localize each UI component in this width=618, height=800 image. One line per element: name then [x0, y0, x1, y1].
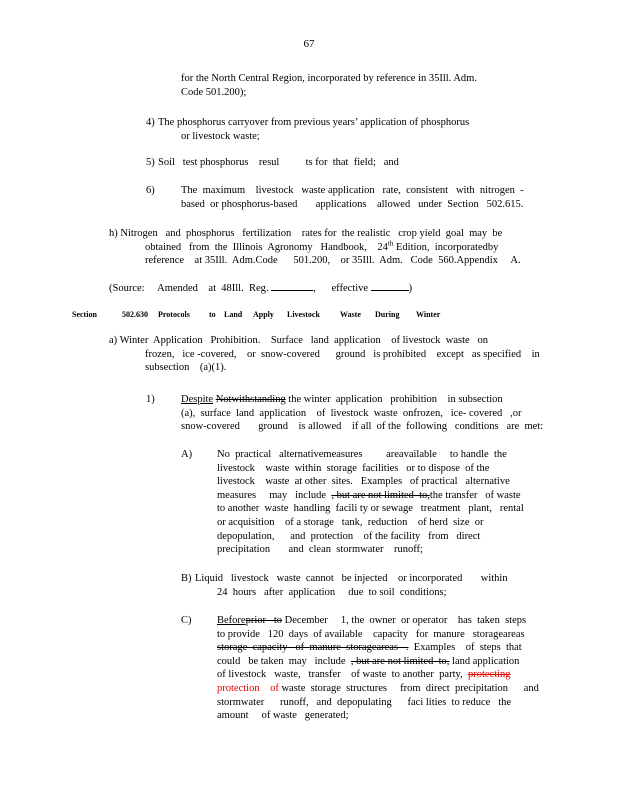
source-suffix: ) [408, 283, 413, 294]
text-segment: land application [449, 655, 520, 667]
text-line: The phosphorus carryover from previous years’ application of phosphorus [158, 117, 470, 128]
source-middle: , effective [313, 283, 369, 294]
text-line: frozen, ice -covered, or snow-covered ground is prohibited except as specified in [145, 348, 540, 360]
inserted-text: Despite [181, 394, 214, 405]
text-line: depopulation, and protection of the facility from direct [217, 530, 481, 542]
text-segment: could be taken may include [217, 655, 351, 667]
text-line [217, 614, 526, 628]
text-line: The maximum livestock waste application rate, consistent with nitrogen - [181, 185, 524, 196]
text-line [217, 489, 521, 503]
section-number: 502.630 [122, 310, 148, 319]
text-segment: December 1, the owner or operator has taken steps [282, 615, 527, 626]
item-label: C) [181, 615, 192, 626]
text-line: for the North Central Region, incorporated by reference in 35Ill. Adm. [181, 73, 477, 84]
text-line [109, 241, 521, 255]
continuation-paragraph [181, 72, 477, 99]
text-line: Liquid livestock waste cannot be injected or incorporated within [195, 573, 508, 584]
text-line: livestock waste at other sites. Examples of practical alternative [217, 476, 510, 488]
item-label: A) [181, 449, 193, 460]
text-segment: Edition, incorporatedby [393, 241, 499, 253]
section-title-word: to [209, 310, 216, 319]
blank-line [271, 281, 313, 291]
section-title-word: Winter [416, 310, 441, 319]
text-line: or livestock waste; [181, 130, 260, 142]
item-label: B) [181, 573, 192, 584]
text-line: stormwater runoff, and depopulating faci lities to reduce the [217, 696, 512, 708]
text-segment: of livestock waste, transfer of waste to another party, [217, 669, 468, 681]
inserted-text-red: protection of [217, 683, 279, 694]
section-title-word: Waste [340, 310, 361, 319]
text-line: based or phosphorus-based applications allowed under Section 502.615. [181, 198, 524, 210]
text-line [181, 393, 503, 407]
section-title-word: Livestock [287, 310, 320, 319]
text-line: subsection (a)(1). [145, 362, 227, 374]
text-line: 24 hours after application due to soil conditions; [217, 586, 447, 598]
section-title-word: Land [224, 310, 243, 319]
section-title-word: During [375, 310, 400, 319]
text-line: No practical alternativemeasures areavailable to handle the [217, 449, 507, 460]
text-line: h) Nitrogen and phosphorus fertilization rates for the realistic crop yield goal may be [109, 228, 503, 239]
blank-line [371, 281, 409, 291]
deleted-text: prior to [245, 615, 283, 626]
text-line: a) Winter Application Prohibition. Surface land application of livestock waste on [109, 335, 489, 346]
text-segment: obtained from the Illinois Agronomy Handbook, 24 [145, 241, 388, 253]
page-number: 67 [303, 38, 315, 50]
text-segment: measures may include [217, 489, 332, 501]
source-prefix: (Source: Amended at 48Ill. Reg. [109, 283, 269, 294]
deleted-text: Notwithstanding [215, 394, 286, 405]
item-label: 1) [146, 394, 155, 405]
superscript: th [387, 239, 394, 248]
section-title-word: Apply [253, 310, 274, 319]
text-segment: the transfer of waste [429, 489, 521, 501]
text-line: livestock waste within storage facilities or to dispose of the [217, 462, 490, 474]
item-label: 6) [146, 185, 155, 196]
text-segment: the winter application prohibition in subsection [285, 394, 503, 405]
deleted-text-red: protecting [467, 669, 511, 681]
section-label: Section [72, 310, 97, 319]
source-note [109, 281, 412, 296]
text-line: to another waste handling facili ty or sewage treatment plant, rental [217, 503, 524, 515]
deleted-text: , but are not limited to, [331, 489, 430, 501]
paragraph-h [109, 227, 521, 268]
text-line: amount of waste generated; [217, 710, 349, 722]
text-line: Code 501.200); [181, 86, 247, 98]
text-line: reference at 35Ill. Adm.Code 501.200, or 35Ill. Adm. Code 560.Appendix A. [145, 255, 521, 267]
section-title-word: Protocols [158, 310, 190, 319]
inserted-text: Before [217, 615, 246, 626]
text-line: Soil test phosphorus resul ts for that field; and [158, 157, 399, 168]
item-label: 4) [146, 117, 155, 128]
text-line: or acquisition of a storage tank, reduction of herd size or [217, 517, 484, 528]
paragraph-a [109, 334, 540, 375]
deleted-text: , but are not limited to, [350, 655, 450, 667]
text-line: to provide 120 days of available capacity for manure storageareas [217, 628, 525, 640]
item-label: 5) [146, 157, 155, 168]
text-line [217, 682, 539, 696]
text-segment: Examples of steps that [408, 642, 522, 654]
text-line: snow-covered ground is allowed if all of the following conditions are met: [181, 421, 544, 433]
text-line [217, 668, 511, 682]
deleted-text: storage capacity of manure storageareas . [217, 642, 409, 654]
text-line: precipitation and clean stormwater runoff; [217, 544, 423, 556]
text-segment: waste storage structures from direct precipitation and [278, 683, 539, 694]
text-line [217, 655, 519, 669]
text-line [217, 641, 522, 655]
text-line: (a), surface land application of livestock waste onfrozen, ice- covered ,or [181, 407, 522, 419]
